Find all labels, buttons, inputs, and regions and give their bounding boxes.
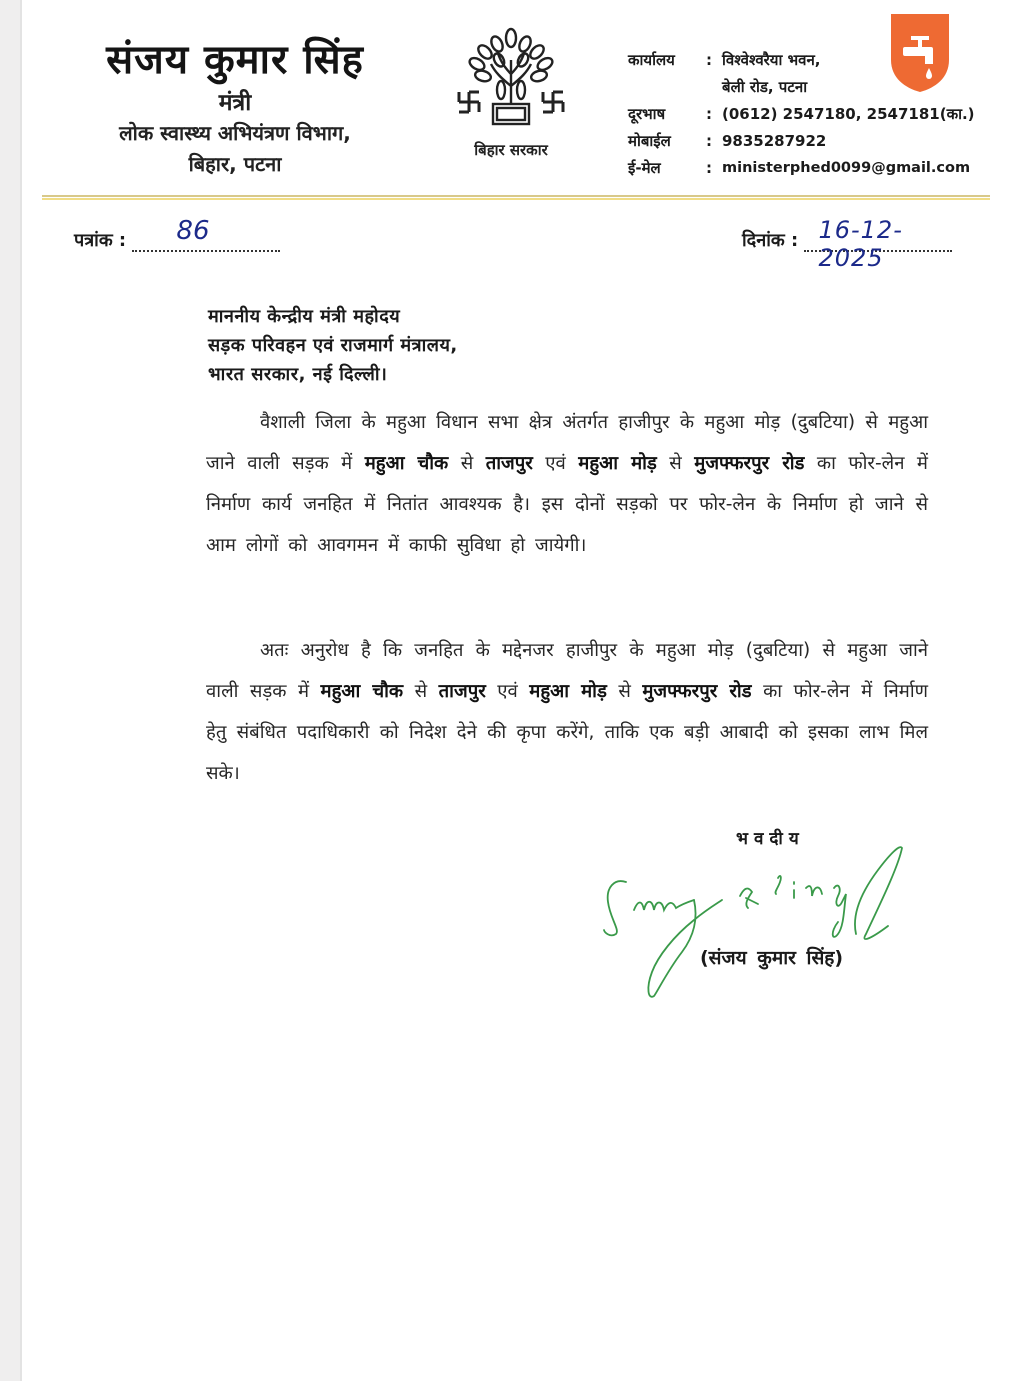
place-mahua-chowk: महुआ चौक (364, 453, 449, 474)
sender-location: बिहार, पटना (188, 152, 282, 176)
text: का फोर-लेन में निर्माण हेतु संबंधित पदाधिकारी को निदेश देने की कृपा करेंगे, ताकि एक बड़ी आबादी को इसका लाभ मिल सके। (206, 681, 928, 784)
header-divider (42, 195, 990, 197)
addressee-block (208, 302, 458, 389)
letter-date (742, 216, 952, 272)
mobile-value: 9835287922 (722, 131, 827, 150)
email-row (628, 154, 975, 181)
reference-label: पत्रांक : (74, 230, 127, 251)
place-tajpur: ताजपुर (485, 453, 533, 474)
text: से (403, 681, 439, 702)
body-paragraph-1 (206, 402, 928, 566)
place-mahua-mod: महुआ मोड़ (529, 681, 607, 702)
sender-department: लोक स्वास्थ्य अभियंत्रण विभाग, (119, 121, 351, 145)
sender-name: संजय कुमार सिंह (106, 37, 364, 83)
email-label: ई-मेल (628, 158, 661, 177)
handwritten-signature (598, 838, 914, 1002)
text: एवं (532, 453, 579, 474)
office-address-line2: बेली रोड, पटना (722, 77, 808, 96)
separator: : (706, 104, 712, 123)
place-muzaffarpur-road: मुजफ्फरपुर रोड (642, 681, 752, 702)
water-tap-shield-icon (889, 12, 951, 94)
office-address-line1: विश्वेश्वरैया भवन, (722, 50, 821, 69)
sender-designation: मंत्री (218, 90, 252, 116)
addressee-line-1: माननीय केन्द्रीय मंत्री महोदय (208, 306, 401, 327)
reference-number (74, 216, 280, 252)
header-divider-gold (42, 198, 990, 200)
separator: : (706, 131, 712, 150)
signatory-name: (संजय कुमार सिंह) (700, 947, 844, 969)
date-label: दिनांक : (742, 230, 799, 251)
date-field (804, 216, 952, 272)
phone-row (628, 100, 975, 127)
text: एवं (485, 681, 530, 702)
text: अतः अनुरोध है कि जनहित के मद्देनजर हाजीपुर के महुआ मोड़ (दुबटिया) से महुआ जाने वाली सड़क में (206, 640, 928, 702)
phone-value: (0612) 2547180, 2547181(का.) (722, 104, 975, 123)
bihar-government-emblem (452, 26, 570, 160)
reference-field (132, 216, 280, 252)
page-left-margin (0, 0, 20, 1381)
mobile-label: मोबाईल (628, 131, 671, 150)
reference-value: 86 (176, 216, 210, 246)
separator: : (706, 158, 712, 177)
place-tajpur: ताजपुर (438, 681, 486, 702)
place-mahua-mod: महुआ मोड़ (578, 453, 657, 474)
mobile-row (628, 127, 975, 154)
text: वैशाली जिला के महुआ विधान सभा क्षेत्र अंतर्गत हाजीपुर के महुआ मोड़ (दुबटिया) से महुआ जाने वाली सड़क में (206, 412, 928, 474)
addressee-line-3: भारत सरकार, नई दिल्ली। (208, 364, 388, 385)
phone-label: दूरभाष (628, 104, 666, 123)
letterhead-sender (70, 32, 400, 180)
text: से (606, 681, 643, 702)
closing-salutation: भवदीय (736, 829, 805, 849)
separator: : (706, 50, 712, 69)
office-label: कार्यालय (628, 50, 675, 69)
bodhi-tree-emblem-icon (455, 26, 567, 134)
text: का फोर-लेन में निर्माण कार्य जनहित में नितांत आवश्यक है। इस दोनों सड़को पर फोर-लेन के निर्माण हो जाने से आम लोगों को आवगमन में काफी सुविधा हो जायेगी। (206, 453, 928, 556)
place-mahua-chowk: महुआ चौक (320, 681, 404, 702)
page-edge (20, 0, 22, 1381)
emblem-caption: बिहार सरकार (474, 141, 548, 159)
email-value: ministerphed0099@gmail.com (722, 159, 971, 176)
place-muzaffarpur-road: मुजफ्फरपुर रोड (694, 453, 805, 474)
text: से (656, 453, 695, 474)
date-value: 16-12-2025 (818, 216, 903, 272)
addressee-line-2: सड़क परिवहन एवं राजमार्ग मंत्रालय, (208, 335, 458, 356)
body-paragraph-2 (206, 630, 928, 794)
text: से (448, 453, 486, 474)
